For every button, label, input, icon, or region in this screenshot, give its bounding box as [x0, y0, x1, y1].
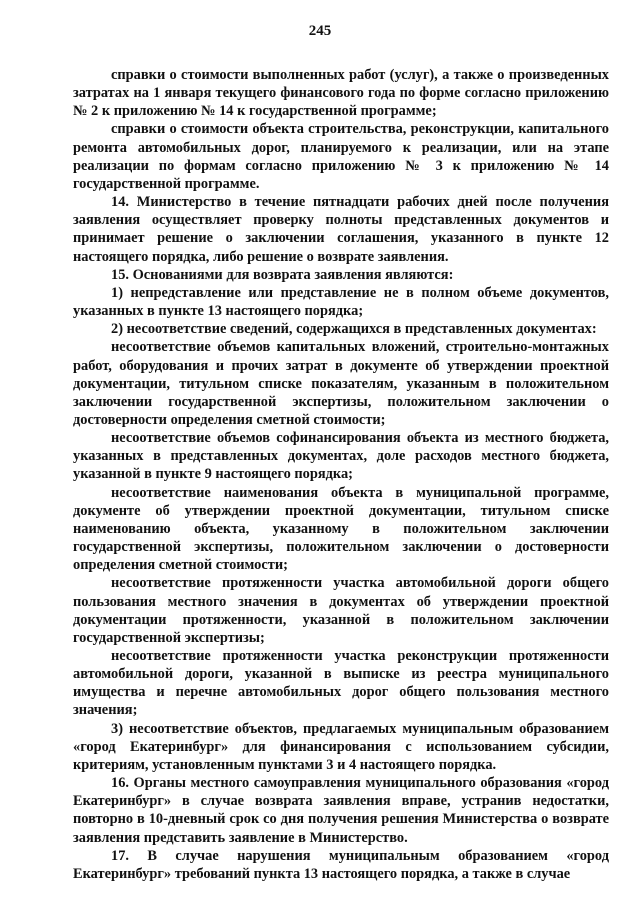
paragraph: 17. В случае нарушения муниципальным образованием «город Екатеринбург» требований пункта 13 настоящего порядка, а также в случае [73, 847, 609, 882]
paragraph: 15. Основаниями для возврата заявления являются: [111, 266, 454, 283]
paragraph: справки о стоимости объекта строительства, реконструкции, капитального ремонта автомобильных дорог, планируемого к реализации, или на этапе реализации по формам согласно приложению № 3 к приложению № 14 государственной программе. [73, 121, 609, 192]
paragraph: 16. Органы местного самоуправления муниципального образования «город Екатеринбург» в случае возврата заявления вправе, устранив недостатки, повторно в 10-дневный срок со дня получения решения Министерства о возврате заявления представить заявление в Министерство. [73, 775, 609, 846]
paragraph: несоответствие объемов софинансирования объекта из местного бюджета, указанных в представленных документах, доле расходов местного бюджета, указанной в пункте 9 настоящего порядка; [73, 430, 609, 483]
paragraph: 1) непредставление или представление не в полном объеме документов, указанных в пункте 13 настоящего порядка; [73, 284, 609, 320]
document-body [73, 66, 609, 883]
paragraph: справки о стоимости выполненных работ (услуг), а также о произведенных затратах на 1 января текущего финансового года по форме согласно приложению № 2 к приложению № 14 к государственной программе; [73, 67, 609, 120]
paragraph: 2) несоответствие сведений, содержащихся в представленных документах: [111, 321, 597, 338]
paragraph: несоответствие протяженности участка автомобильной дороги общего пользования местного значения в документах об утверждении проектной документации протяженности, указанной в положительном заключении государственной экспертизы; [73, 575, 609, 646]
paragraph: несоответствие наименования объекта в муниципальной программе, документе об утверждении проектной документации, титульном списке наименованию объекта, указанному в положительном заключении государственной экспертизы, положительном заключении о достоверности определения сметной стоимости; [73, 484, 609, 574]
paragraph: 3) несоответствие объектов, предлагаемых муниципальным образованием «город Екатеринбург» для финансирования с использованием субсидии, критериям, установленным пунктами 3 и 4 настоящего порядка. [73, 720, 609, 773]
paragraph: 14. Министерство в течение пятнадцати рабочих дней после получения заявления осуществляет проверку полноты представленных документов и принимает решение о заключении соглашения, указанного в пункте 12 настоящего порядка, либо решение о возврате заявления. [73, 194, 609, 265]
paragraph: несоответствие протяженности участка реконструкции протяженности автомобильной дороги, указанной в выписке из реестра муниципального имущества и перечне автомобильных дорог общего пользования местного значения; [73, 648, 609, 719]
paragraph: несоответствие объемов капитальных вложений, строительно-монтажных работ, оборудования и прочих затрат в документе об утверждении проектной документации, титульном списке показателям, указанным в положительном заключении государственной экспертизы, положительном заключении о достоверности определения сметной стоимости; [73, 339, 609, 428]
page-number: 245 [308, 23, 332, 39]
